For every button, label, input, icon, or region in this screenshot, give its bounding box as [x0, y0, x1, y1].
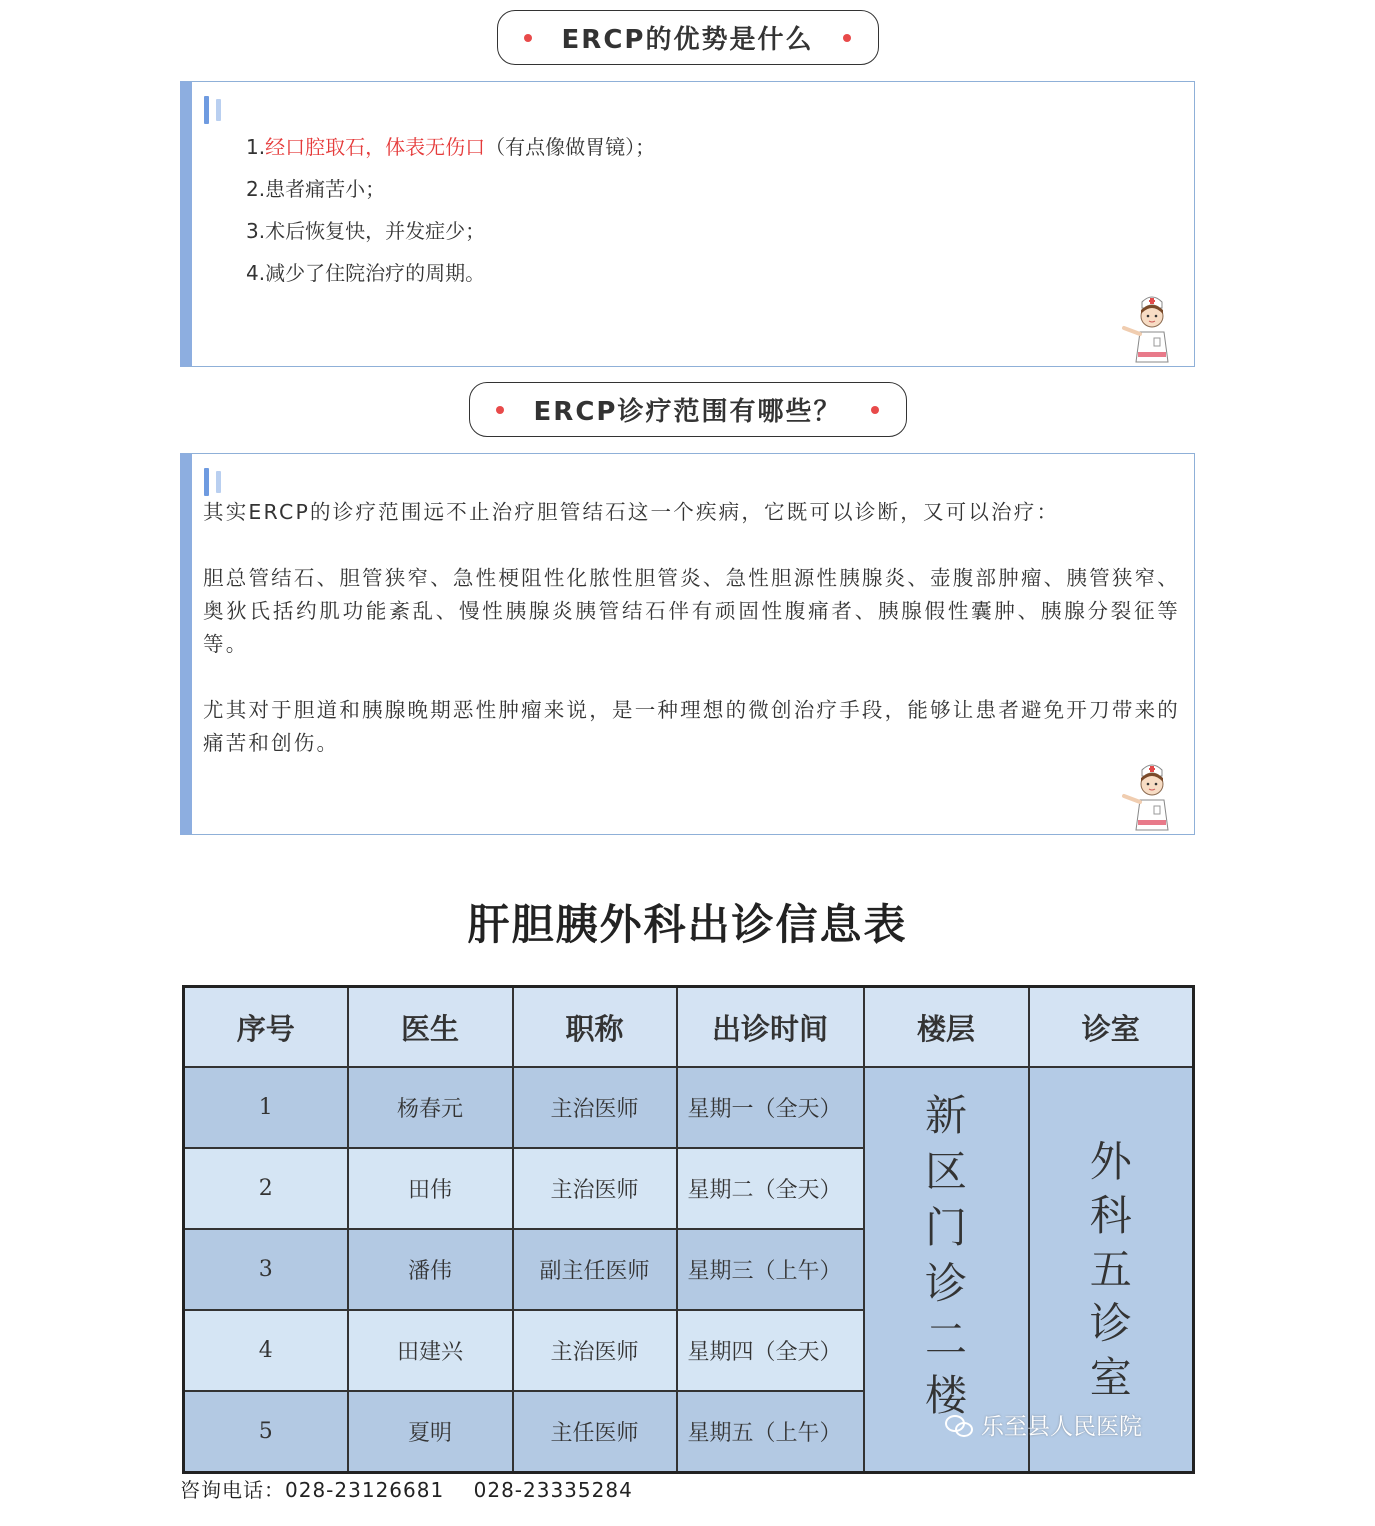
- scope-intro: 其实ERCP的诊疗范围远不止治疗胆管结石这一个疾病，它既可以诊断，又可以治疗：: [203, 500, 1060, 524]
- section-title-text: ERCP的优势是什么: [561, 25, 814, 55]
- section-title-scope: [469, 382, 907, 437]
- cell-number: 2: [184, 1148, 348, 1229]
- cell-rank: 主治医师: [513, 1310, 677, 1391]
- schedule-table: [182, 985, 1195, 1474]
- schedule-title: 肝胆胰外科出诊信息表: [467, 900, 908, 949]
- scope-box: [180, 453, 1195, 835]
- wechat-icon: [945, 1413, 975, 1437]
- column-header: 序号: [184, 987, 348, 1068]
- contact-phone: 咨询电话：028-23126681 028-23335284: [180, 1478, 633, 1502]
- cell-doctor: 杨春元: [348, 1067, 513, 1148]
- cell-doctor: 田建兴: [348, 1310, 513, 1391]
- table-header-row: [184, 987, 1194, 1068]
- cell-room: 外科五诊室: [1029, 1067, 1194, 1473]
- cell-rank: 主治医师: [513, 1148, 677, 1229]
- cell-time: 星期四（全天）: [677, 1310, 864, 1391]
- dot-icon: [496, 406, 504, 414]
- quote-mark-icon: [204, 468, 230, 496]
- nurse-illustration-icon: [1120, 292, 1184, 366]
- cell-number: 5: [184, 1391, 348, 1473]
- section-title-advantages: [497, 10, 879, 65]
- column-header: 楼层: [864, 987, 1029, 1068]
- list-item: 4.减少了住院治疗的周期。: [246, 261, 486, 285]
- cell-rank: 主治医师: [513, 1067, 677, 1148]
- list-item: 2.患者痛苦小；: [246, 177, 386, 201]
- cell-doctor: 夏明: [348, 1391, 513, 1473]
- cell-doctor: 田伟: [348, 1148, 513, 1229]
- column-header: 职称: [513, 987, 677, 1068]
- cell-time: 星期五（上午）: [677, 1391, 864, 1473]
- cell-number: 1: [184, 1067, 348, 1148]
- dot-icon: [871, 406, 879, 414]
- cell-number: 4: [184, 1310, 348, 1391]
- list-item: 1.经口腔取石，体表无伤口（有点像做胃镜）；: [246, 135, 656, 159]
- scope-tumor-note: 尤其对于胆道和胰腺晚期恶性肿瘤来说，是一种理想的微创治疗手段，能够让患者避免开刀带来的痛苦和创伤。: [203, 698, 1180, 755]
- cell-time: 星期一（全天）: [677, 1067, 864, 1148]
- column-header: 诊室: [1029, 987, 1194, 1068]
- table-row: [184, 1067, 1194, 1148]
- advantages-list: [246, 131, 655, 299]
- cell-number: 3: [184, 1229, 348, 1310]
- cell-rank: 副主任医师: [513, 1229, 677, 1310]
- dot-icon: [524, 34, 532, 42]
- advantages-box: [180, 81, 1195, 367]
- column-header: 医生: [348, 987, 513, 1068]
- quote-mark-icon: [204, 96, 230, 124]
- watermark: [945, 1408, 1142, 1441]
- section-title-text: ERCP诊疗范围有哪些？: [533, 397, 842, 427]
- cell-rank: 主任医师: [513, 1391, 677, 1473]
- dot-icon: [843, 34, 851, 42]
- cell-floor: 新区门诊二楼: [864, 1067, 1029, 1473]
- nurse-illustration-icon: [1120, 760, 1184, 834]
- highlight-text: 经口腔取石，体表无伤口: [265, 135, 486, 159]
- cell-time: 星期三（上午）: [677, 1229, 864, 1310]
- scope-diseases: 胆总管结石、胆管狭窄、急性梗阻性化脓性胆管炎、急性胆源性胰腺炎、壶腹部肿瘤、胰管狭窄、奥狄氏括约肌功能紊乱、慢性胰腺炎胰管结石伴有顽固性腹痛者、胰腺假性囊肿、胰腺分裂征等等。: [203, 566, 1180, 656]
- watermark-text: 乐至县人民医院: [981, 1414, 1142, 1440]
- cell-doctor: 潘伟: [348, 1229, 513, 1310]
- column-header: 出诊时间: [677, 987, 864, 1068]
- cell-time: 星期二（全天）: [677, 1148, 864, 1229]
- list-item: 3.术后恢复快，并发症少；: [246, 219, 486, 243]
